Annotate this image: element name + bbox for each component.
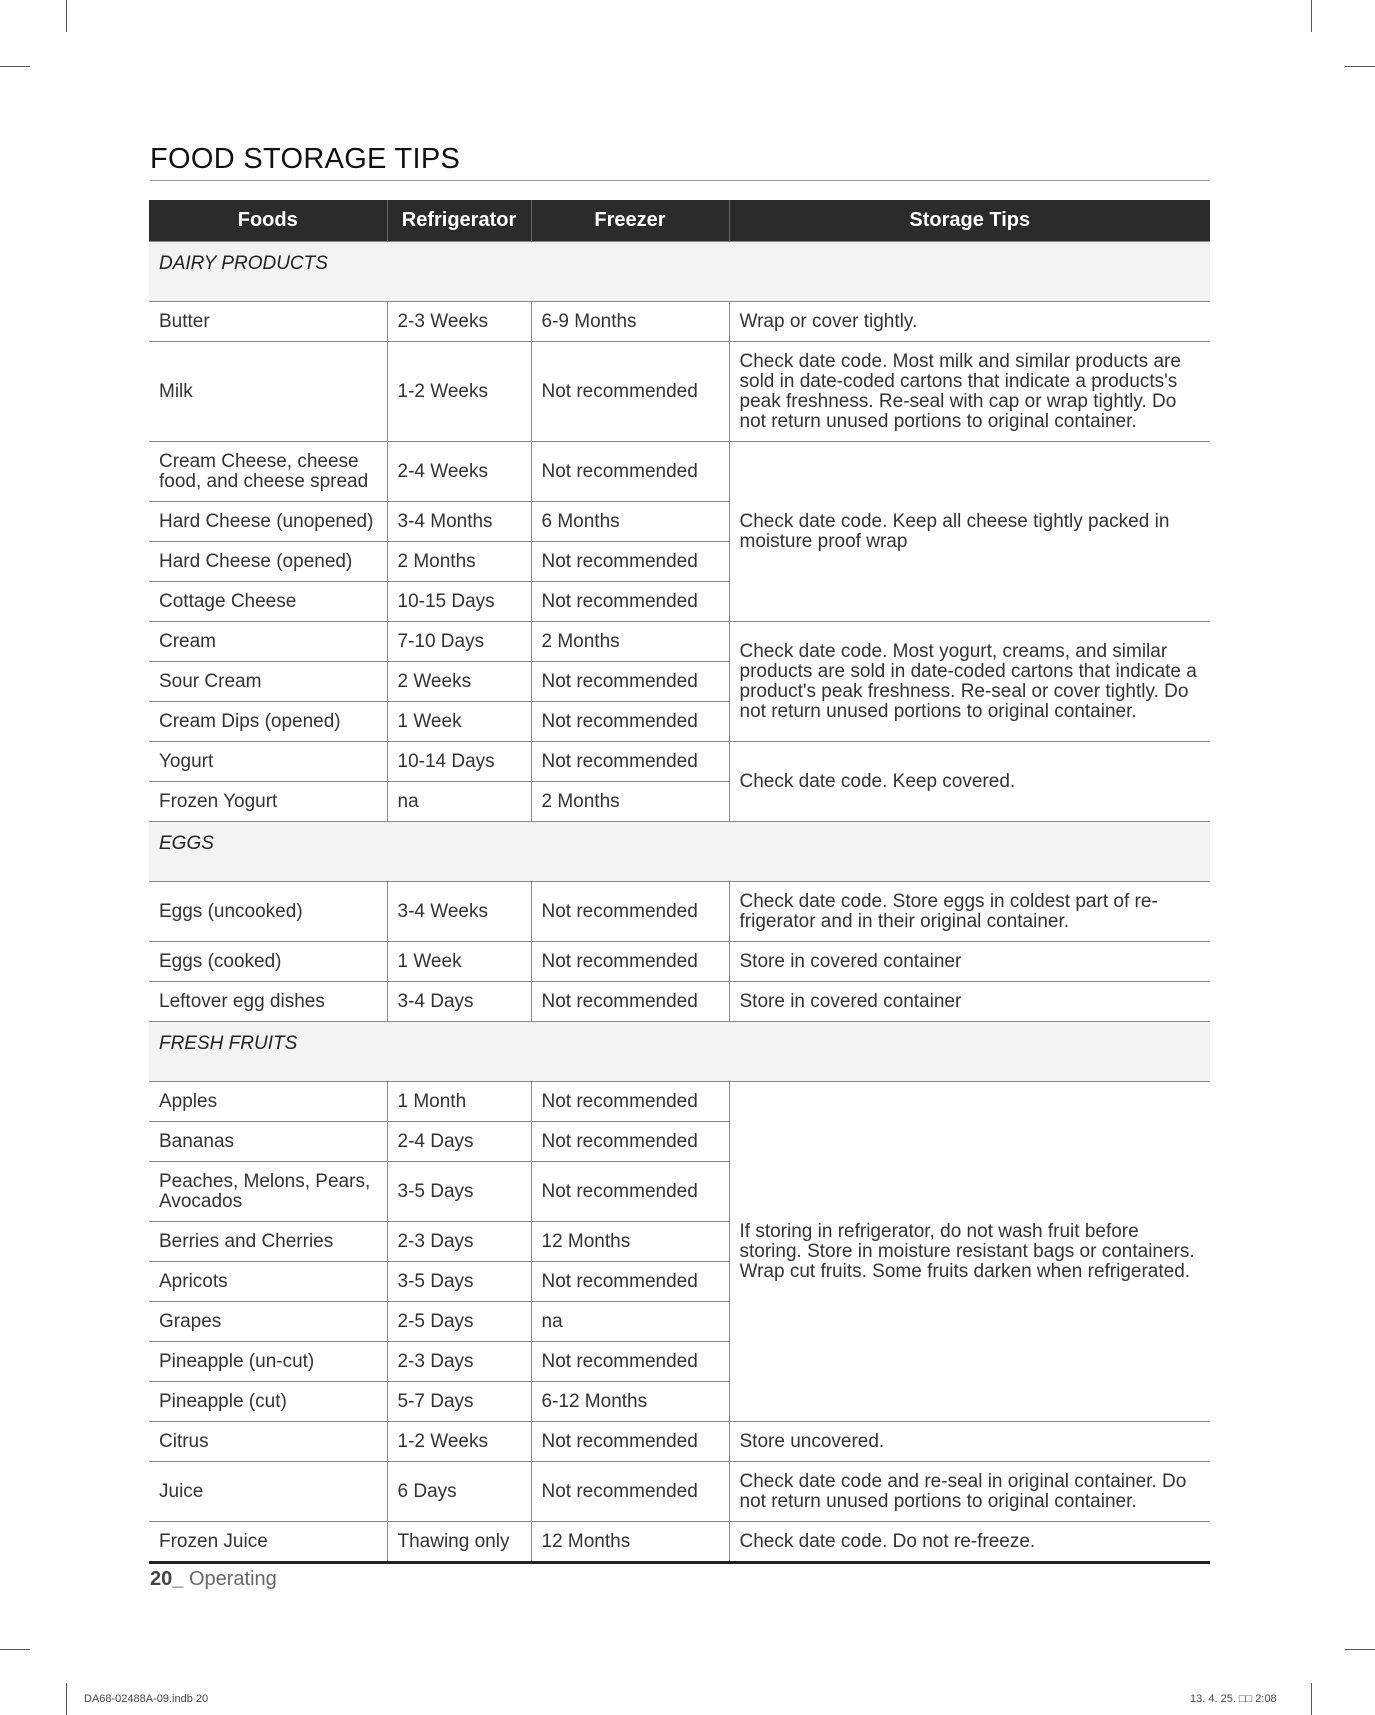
freezer-cell: Not recommended [531,1162,729,1222]
food-cell: Hard Cheese (opened) [149,542,387,582]
table-row [149,1422,1210,1462]
food-cell: Apples [149,1082,387,1122]
refrigerator-cell: 1 Month [387,1082,531,1122]
freezer-cell: 12 Months [531,1522,729,1563]
food-cell: Milk [149,342,387,442]
freezer-cell: Not recommended [531,742,729,782]
food-cell: Juice [149,1462,387,1522]
freezer-cell: 12 Months [531,1222,729,1262]
refrigerator-cell: 3-5 Days [387,1262,531,1302]
food-cell: Cottage Cheese [149,582,387,622]
refrigerator-cell: 5-7 Days [387,1382,531,1422]
crop-mark [1311,0,1312,32]
crop-mark [1345,66,1375,67]
food-cell: Berries and Cherries [149,1222,387,1262]
refrigerator-cell: 1-2 Weeks [387,342,531,442]
storage-tip-cell: Check date code. Keep covered. [729,742,1210,822]
storage-tip-cell: Store uncovered. [729,1422,1210,1462]
crop-mark [66,1683,67,1715]
freezer-cell: Not recommended [531,542,729,582]
storage-tip-cell: Check date code. Most milk and similar products are sold in date-coded cartons that indicate a products's peak freshness. Re-seal with cap or wrap tightly. Do not return unused portions to original container. [729,342,1210,442]
crop-mark [1311,1683,1312,1715]
refrigerator-cell: 3-4 Weeks [387,882,531,942]
category-label: EGGS [149,822,1210,882]
refrigerator-cell: 2-3 Weeks [387,302,531,342]
page-number: 20_ [150,1568,184,1590]
category-row-eggs [149,822,1210,882]
freezer-cell: 6 Months [531,502,729,542]
food-storage-table [149,200,1210,1564]
storage-tip-cell: Check date code. Most yogurt, creams, and similar products are sold in date-coded cartons that indicate a product's peak freshness. Re-seal or cover tightly. Do not return unused portions to original container. [729,622,1210,742]
freezer-cell: Not recommended [531,442,729,502]
table-row [149,882,1210,942]
refrigerator-cell: 1 Week [387,942,531,982]
freezer-cell: Not recommended [531,662,729,702]
refrigerator-cell: 2-3 Days [387,1222,531,1262]
table-row [149,1462,1210,1522]
freezer-cell: Not recommended [531,582,729,622]
crop-mark [66,0,67,32]
freezer-cell: Not recommended [531,1122,729,1162]
freezer-cell: 6-12 Months [531,1382,729,1422]
table-row [149,442,1210,502]
refrigerator-cell: 1 Week [387,702,531,742]
refrigerator-cell: 1-2 Weeks [387,1422,531,1462]
food-cell: Pineapple (cut) [149,1382,387,1422]
freezer-cell: Not recommended [531,342,729,442]
section-name: Operating [188,1568,277,1590]
food-cell: Hard Cheese (unopened) [149,502,387,542]
refrigerator-cell: 2-5 Days [387,1302,531,1342]
category-row-dairy [149,242,1210,302]
page-title: FOOD STORAGE TIPS [150,143,461,175]
food-cell: Eggs (cooked) [149,942,387,982]
freezer-cell: Not recommended [531,702,729,742]
freezer-cell: Not recommended [531,1082,729,1122]
page-footer [150,1568,277,1591]
table-row [149,1082,1210,1122]
table-row [149,622,1210,662]
food-cell: Butter [149,302,387,342]
refrigerator-cell: 2-4 Days [387,1122,531,1162]
crop-mark [0,1649,30,1650]
freezer-cell: Not recommended [531,1422,729,1462]
refrigerator-cell: 10-14 Days [387,742,531,782]
food-cell: Cream [149,622,387,662]
header-foods: Foods [149,200,387,242]
food-cell: Cream Cheese, cheese food, and cheese spread [149,442,387,502]
print-slug-right: 13. 4. 25. □□ 2:08 [1190,1693,1277,1705]
refrigerator-cell: 3-5 Days [387,1162,531,1222]
freezer-cell: Not recommended [531,1262,729,1302]
refrigerator-cell: 7-10 Days [387,622,531,662]
refrigerator-cell: 3-4 Months [387,502,531,542]
food-cell: Frozen Yogurt [149,782,387,822]
food-cell: Apricots [149,1262,387,1302]
storage-tip-cell: If storing in refrigerator, do not wash fruit before storing. Store in moisture resistant bags or containers. Wrap cut fruits. Some fruits darken when refrigerated. [729,1082,1210,1422]
freezer-cell: Not recommended [531,882,729,942]
table-row [149,302,1210,342]
freezer-cell: Not recommended [531,1462,729,1522]
storage-tip-cell: Check date code. Do not re-freeze. [729,1522,1210,1563]
table-row [149,1522,1210,1563]
food-cell: Peaches, Melons, Pears, Avocados [149,1162,387,1222]
refrigerator-cell: 10-15 Days [387,582,531,622]
freezer-cell: 6-9 Months [531,302,729,342]
storage-tip-cell: Store in covered container [729,982,1210,1022]
food-cell: Cream Dips (opened) [149,702,387,742]
food-cell: Sour Cream [149,662,387,702]
header-refrigerator: Refrigerator [387,200,531,242]
refrigerator-cell: 3-4 Days [387,982,531,1022]
food-cell: Eggs (uncooked) [149,882,387,942]
refrigerator-cell: 2-4 Weeks [387,442,531,502]
category-row-fresh-fruits [149,1022,1210,1082]
freezer-cell: Not recommended [531,1342,729,1382]
refrigerator-cell: 2 Months [387,542,531,582]
freezer-cell: na [531,1302,729,1342]
table-row [149,342,1210,442]
refrigerator-cell: 2-3 Days [387,1342,531,1382]
refrigerator-cell: na [387,782,531,822]
food-cell: Leftover egg dishes [149,982,387,1022]
food-cell: Bananas [149,1122,387,1162]
food-cell: Pineapple (un-cut) [149,1342,387,1382]
food-cell: Frozen Juice [149,1522,387,1563]
header-freezer: Freezer [531,200,729,242]
food-cell: Grapes [149,1302,387,1342]
header-storage-tips: Storage Tips [729,200,1210,242]
crop-mark [0,66,30,67]
freezer-cell: 2 Months [531,622,729,662]
freezer-cell: 2 Months [531,782,729,822]
category-label: DAIRY PRODUCTS [149,242,1210,302]
table-header-row [149,200,1210,242]
food-cell: Citrus [149,1422,387,1462]
crop-mark [1345,1649,1375,1650]
food-cell: Yogurt [149,742,387,782]
print-slug-left: DA68-02488A-09.indb 20 [84,1693,209,1705]
refrigerator-cell: Thawing only [387,1522,531,1563]
table-row [149,982,1210,1022]
storage-tip-cell: Check date code. Store eggs in coldest part of re-frigerator and in their original container. [729,882,1210,942]
storage-tip-cell: Store in covered container [729,942,1210,982]
table-row [149,942,1210,982]
storage-tip-cell: Check date code and re-seal in original container. Do not return unused portions to original container. [729,1462,1210,1522]
storage-tip-cell: Wrap or cover tightly. [729,302,1210,342]
freezer-cell: Not recommended [531,982,729,1022]
freezer-cell: Not recommended [531,942,729,982]
table-row [149,742,1210,782]
refrigerator-cell: 6 Days [387,1462,531,1522]
storage-tip-cell: Check date code. Keep all cheese tightly packed in moisture proof wrap [729,442,1210,622]
title-divider [150,180,1209,181]
refrigerator-cell: 2 Weeks [387,662,531,702]
category-label: FRESH FRUITS [149,1022,1210,1082]
